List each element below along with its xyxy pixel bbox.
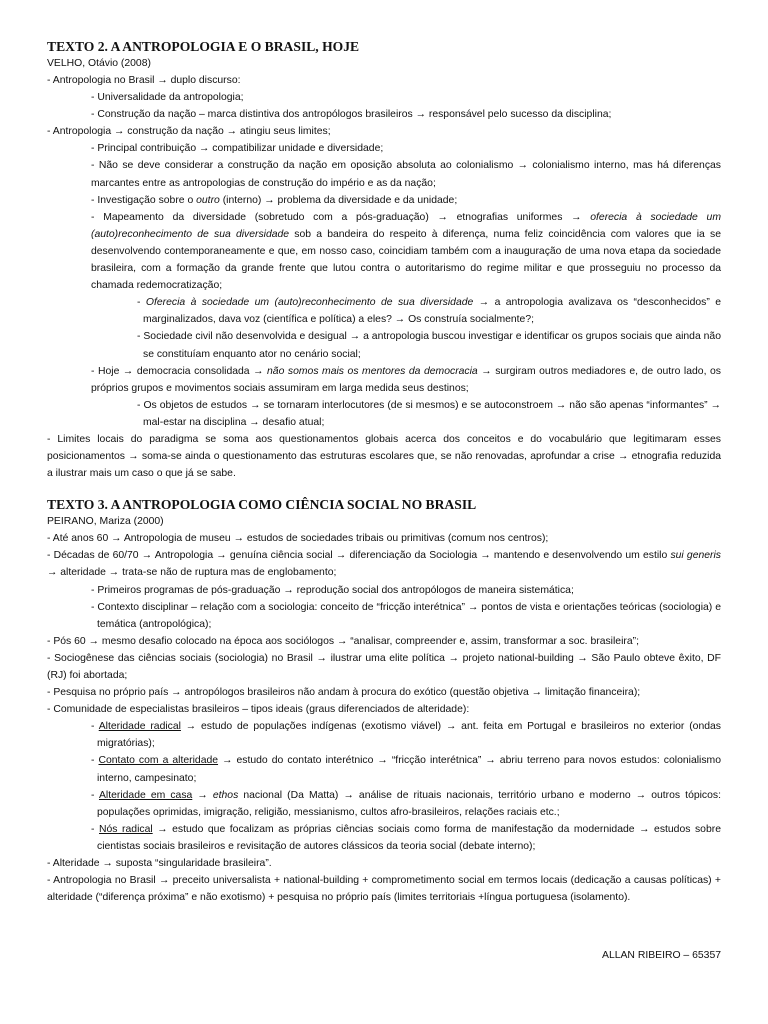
text-line: - Pós 60 → mesmo desafio colocado na época aos sociólogos → “analisar, compreender e, assim, transformar a soc. brasileira”; xyxy=(47,635,639,647)
text-line: - Antropologia no Brasil → duplo discurso: xyxy=(47,75,241,86)
author-peirano: PEIRANO, Mariza (2000) xyxy=(47,516,164,528)
text-line: - Sociogênese das ciências sociais (sociologia) no Brasil → ilustrar uma elite política → projeto national-building → São Paulo obteve êxito, DF (RJ) foi abortada; xyxy=(47,652,721,681)
document-page xyxy=(47,38,721,906)
text-line: - Não se deve considerar a construção da nação em oposição absoluta ao colonialismo → colonialismo interno, mas há diferenças marcantes entre as antropologias de construção do império e as da nação; xyxy=(91,160,721,189)
text-line: - Pesquisa no próprio país → antropólogos brasileiros não andam à procura do exótico (questão objetiva → limitação financeira); xyxy=(47,687,641,699)
text-line: - Antropologia → construção da nação → atingiu seus limites; xyxy=(47,126,331,138)
text-line: - Contato com a alteridade → estudo do contato interétnico → “fricção interétnica” → abriu terreno para novos estudos: colonialismo interno, campesinato; xyxy=(91,755,721,784)
text-line: - Nós radical → estudo que focalizam as próprias ciências sociais como forma de manifestação da modernidade → estudos sobre cientistas sociais brasileiros e revisitação de autores clássicos da teoria social (debate interno); xyxy=(91,823,721,852)
section-title-texto-2: TEXTO 2. A ANTROPOLOGIA E O BRASIL, HOJE xyxy=(47,39,360,54)
text-line: - Investigação sobre o outro (interno) → problema da diversidade e da unidade; xyxy=(91,194,458,206)
section-title-texto-3: TEXTO 3. A ANTROPOLOGIA COMO CIÊNCIA SOCIAL NO BRASIL xyxy=(47,497,477,513)
signature: ALLAN RIBEIRO – 65357 xyxy=(602,950,721,961)
text-line: - Alteridade em casa → ethos nacional (Da Matta) → análise de rituais nacionais, território urbano e moderno → outros tópicos: populações oprimidas, imigração, religião, messianismo, cultos afro-brasileiros, relações raciais etc.; xyxy=(91,789,721,818)
text-line: - Até anos 60 → Antropologia de museu → estudos de sociedades tribais ou primitivas (comum nos centros); xyxy=(47,533,549,545)
text-line: - Antropologia no Brasil → preceito universalista + national-building + comprometimento social em termos locais (dedicação a causas políticas) + alteridade (“diferença próxima” e não exotismo) + pesquisa no próprio país (limites territoriais +língua portuguesa (isolamento). xyxy=(47,875,721,904)
text-line: - Construção da nação – marca distintiva dos antropólogos brasileiros → responsável pelo sucesso da disciplina; xyxy=(91,109,612,121)
author-velho: VELHO, Otávio (2008) xyxy=(47,58,151,69)
text-line: - Mapeamento da diversidade (sobretudo com a pós-graduação) → etnografias uniformes → oferecia à sociedade um (auto)reconhecimento de sua diversidade sob a bandeira do respeito à diferença, numa feliz coincidência com valores que ia se desenvolvendo contemporaneamente e que, em nosso caso, coincidiam também com a inauguração de uma nova etapa da sociedade brasileira, com a formação da grande frente que lutou contra o autoritarismo do regime militar e que prosseguiu no processo da chamada redemocratização; xyxy=(91,211,721,292)
text-line: - Contexto disciplinar – relação com a sociologia: conceito de “fricção interétnica” → pontos de vista e orientações teóricas (sociologia) e temática (antropológica); xyxy=(91,601,721,630)
text-line: - Alteridade radical → estudo de populações indígenas (exotismo viável) → ant. feita em Portugal e brasileiros no exterior (ondas migratórias); xyxy=(91,721,721,750)
text-line: - Limites locais do paradigma se soma aos questionamentos globais acerca dos conceitos e do vocabulário que legitimaram esses posicionamentos → soma-se ainda o questionamento das estruturas escolares que, se não renovadas, aprofundar a crise → etnografia reduzida a ilustrar mais um caso o que já se sabe. xyxy=(47,433,721,480)
text-line: - Os objetos de estudos → se tornaram interlocutores (de si mesmos) e se autoconstroem → não são apenas “informantes” → mal-estar na disciplina → desafio atual; xyxy=(137,399,721,428)
text-line: - Oferecia à sociedade um (auto)reconhecimento de sua diversidade → a antropologia avalizava os “desconhecidos” e marginalizados, dava voz (científica e política) a eles? → Os construía socialmente?; xyxy=(137,297,722,326)
text-line: - Sociedade civil não desenvolvida e desigual → a antropologia buscou investigar e identificar os grupos sociais que ainda não se constituíam enquanto ator no cenário social; xyxy=(137,331,721,360)
text-line: - Universalidade da antropologia; xyxy=(91,92,244,104)
text-line: - Comunidade de especialistas brasileiros – tipos ideais (graus diferenciados de alteridade): xyxy=(47,704,470,716)
text-line: - Principal contribuição → compatibilizar unidade e diversidade; xyxy=(91,143,384,155)
text-line: - Primeiros programas de pós-graduação → reprodução social dos antropólogos de maneira sistemática; xyxy=(91,584,574,596)
text-line: - Décadas de 60/70 → Antropologia → genuína ciência social → diferenciação da Sociologia → mantendo e desenvolvendo um estilo sui generis → alteridade → trata-se não de ruptura mas de englobamento; xyxy=(47,550,722,579)
text-line: - Alteridade → suposta “singularidade brasileira”. xyxy=(47,858,272,870)
text-line: - Hoje → democracia consolidada → não somos mais os mentores da democracia → surgiram outros mediadores e, de outro lado, os próprios grupos e movimentos sociais assumiram em larga medida seus destinos; xyxy=(91,365,721,394)
